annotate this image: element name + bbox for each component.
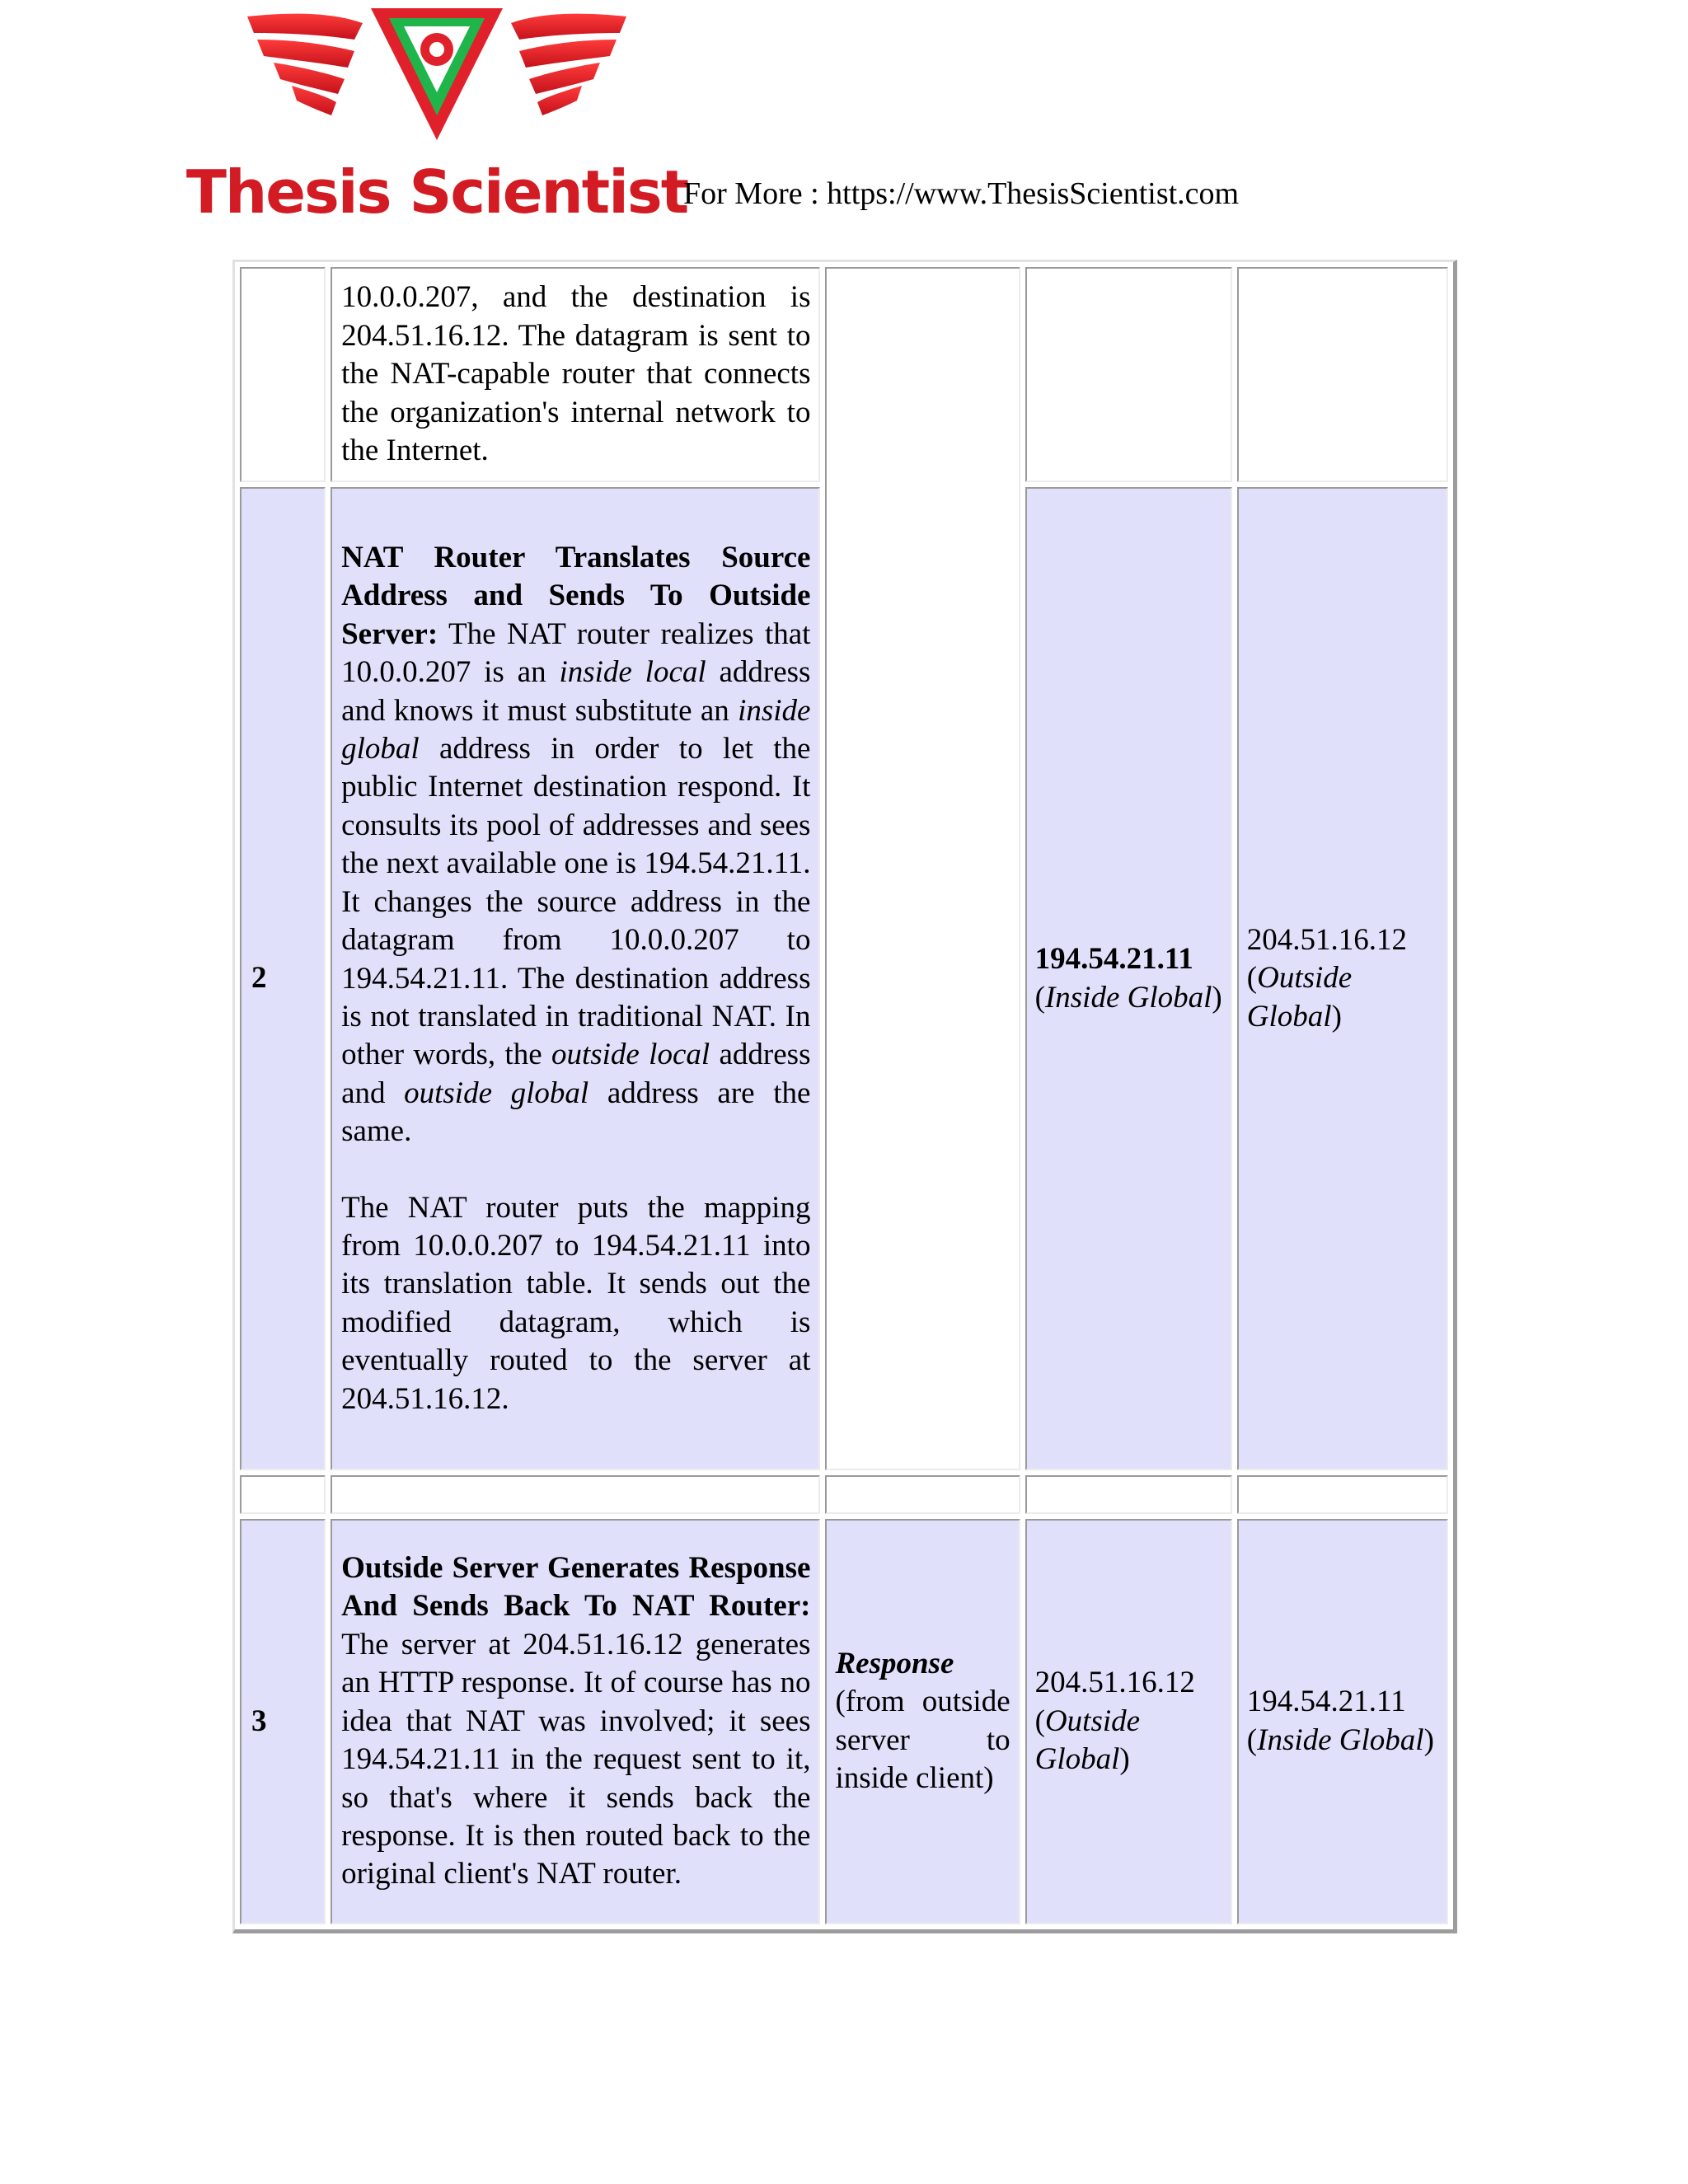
description-cell [331,1519,820,1924]
datagram-type-cell [825,267,1020,1470]
row3-bold-title: Outside Server Generates Response And Sends Back To NAT Router: [341,1551,811,1624]
source-address: 194.54.21.11 [1034,942,1193,977]
empty-cell [1025,1475,1232,1513]
datagram-type-cell [825,1519,1020,1924]
table-row [240,1475,1448,1513]
destination-address-label: Outside Global [1246,961,1353,1033]
empty-cell [825,1475,1020,1513]
datagram-type-title: Response [835,1647,954,1681]
table-row [240,267,1448,482]
description-cell [331,487,820,1471]
row2-paragraph-2: The NAT router puts the mapping from 10.0.0.207 to 194.54.21.11 into its translation table. It sends out the modified datagram, which is eventually routed to the server at 204.51.16.12. [341,1190,811,1416]
datagram-type-text: (from outside server to inside client) [835,1685,1010,1796]
empty-cell [240,1475,326,1513]
source-address-label: Outside Global [1034,1704,1141,1777]
destination-address: 194.54.21.11 [1246,1685,1406,1719]
paragraph-spacer [341,1151,810,1189]
row3-description: The server at 204.51.16.12 generates an HTTP response. It of course has no idea that NAT was involved; it sees 194.54.21.11 in the request sent to it, so that's where it sends back the response. It is then routed back to the original client's NAT router. [341,1627,811,1891]
row2-paragraph-1: NAT Router Translates Source Address and Sends To Outside Server: The NAT router realizes that 10.0.0.207 is an inside local address and knows it must substitute an inside global address in order to let the public Internet destination respond. It consults its pool of addresses and sees the next available one is 194.54.21.11. It changes the source address in the datagram from 10.0.0.207 to 194.54.21.11. The destination address is not translated in traditional NAT. In other words, the outside local address and outside global address are the same. [341,541,811,1149]
source-cell: 204.51.16.12 (Outside Global) [1025,1519,1232,1924]
right-wing-graphic [511,14,626,115]
left-wing-graphic [247,14,363,115]
svg-text:Thesis Scientist: Thesis Scientist [185,157,688,227]
table-row [240,1519,1448,1924]
source-address: 204.51.16.12 [1034,1666,1195,1700]
empty-cell [1237,1475,1448,1513]
empty-cell [331,1475,820,1513]
destination-cell [1237,267,1448,482]
source-address-label: Inside Global [1044,980,1212,1015]
nat-translation-table [232,260,1457,1933]
destination-address-label: Inside Global [1257,1722,1424,1757]
destination-address: 204.51.16.12 [1246,922,1408,957]
step-number: 3 [240,1519,326,1924]
source-cell [1025,267,1232,482]
step-number: 2 [240,487,326,1471]
source-cell: 194.54.21.11 (Inside Global) [1025,487,1232,1471]
destination-cell: 194.54.21.11 (Inside Global) [1237,1519,1448,1924]
row1-description: 10.0.0.207, and the destination is 204.51.16.12. The datagram is sent to the NAT-capable router that connects the organization's internal network to the Internet. [341,280,811,467]
description-cell [331,267,820,482]
for-more-link-text[interactable]: For More : https://www.ThesisScientist.com [683,176,1240,211]
triangle-emblem [371,8,503,140]
destination-cell: 204.51.16.12 (Outside Global) [1237,487,1448,1471]
row2-bold-title: NAT Router Translates Source Address and Sends To Outside Server: [341,541,811,651]
thesis-scientist-logo [185,0,688,235]
step-cell [240,267,326,482]
